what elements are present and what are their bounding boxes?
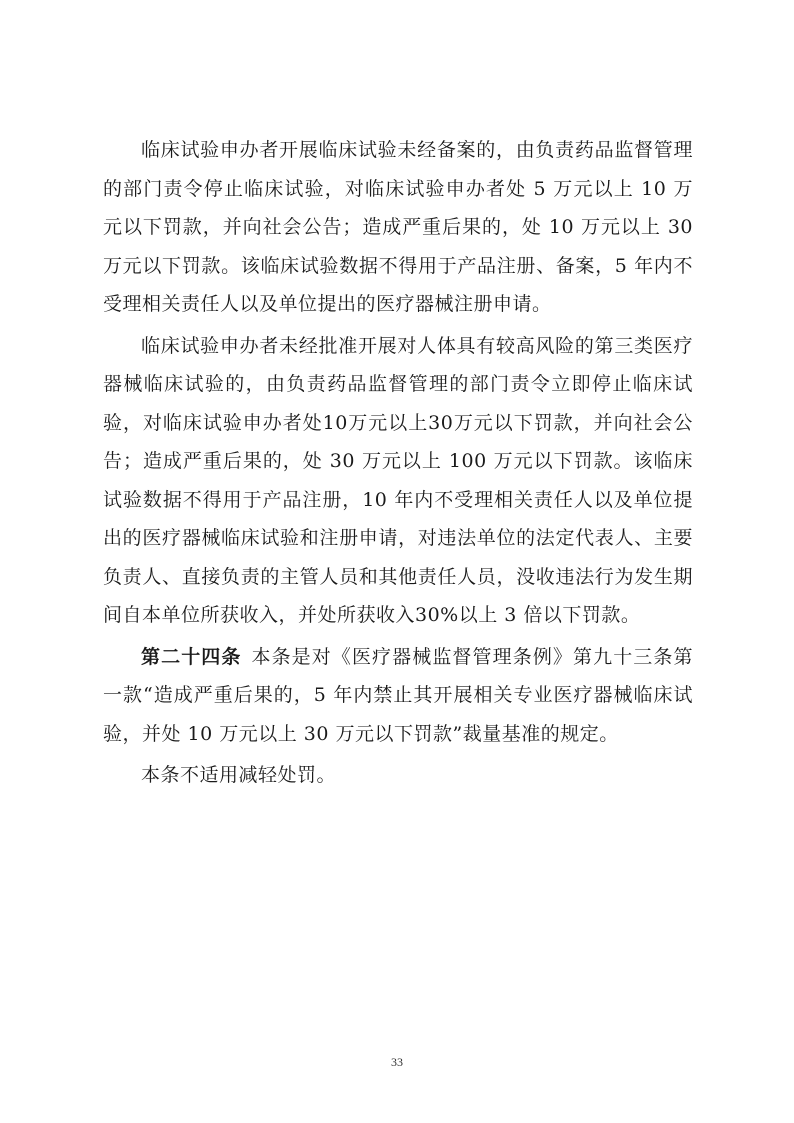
paragraph-unfiled-trial-penalty [103, 131, 693, 324]
paragraph-text: 临床试验申办者开展临床试验未经备案的，由负责药品监督管理的部门责令停止临床试验，对临床试验申办者处 5 万元以上 10 万元以下罚款，并向社会公告；造成严重后果的，处 10 万元以上 30 万元以下罚款。该临床试验数据不得用于产品注册、备案，5 年内不受理相关责任人以及单位提出的医疗器械注册申请。 [103, 139, 693, 315]
paragraph-text: 本条是对《医疗器械监督管理条例》第九十三条第一款“造成严重后果的，5 年内禁止其开展相关专业医疗器械临床试验，并处 10 万元以上 30 万元以下罚款”裁量基准的规定。 [103, 645, 693, 745]
paragraph-text: 临床试验申办者未经批准开展对人体具有较高风险的第三类医疗器械临床试验的，由负责药品监督管理的部门责令立即停止临床试验，对临床试验申办者处10万元以上30万元以下罚款，并向社会公告；造成严重后果的，处 30 万元以上 100 万元以下罚款。该临床试验数据不得用于产品注册，10 年内不受理相关责任人以及单位提出的医疗器械临床试验和注册申请，对违法单位的法定代表人、主要负责人、直接负责的主管人员和其他责任人员，没收违法行为发生期间自本单位所获收入，并处所获收入30%以上 3 倍以下罚款。 [103, 334, 693, 626]
document-body [103, 131, 693, 795]
paragraph-text: 本条不适用减轻处罚。 [141, 764, 337, 786]
paragraph-unapproved-class3-trial-penalty [103, 327, 693, 635]
page-number: 33 [391, 1055, 403, 1069]
paragraph-no-mitigation [103, 756, 693, 795]
paragraph-article-24 [103, 638, 693, 754]
article-number: 第二十四条 [141, 645, 242, 668]
